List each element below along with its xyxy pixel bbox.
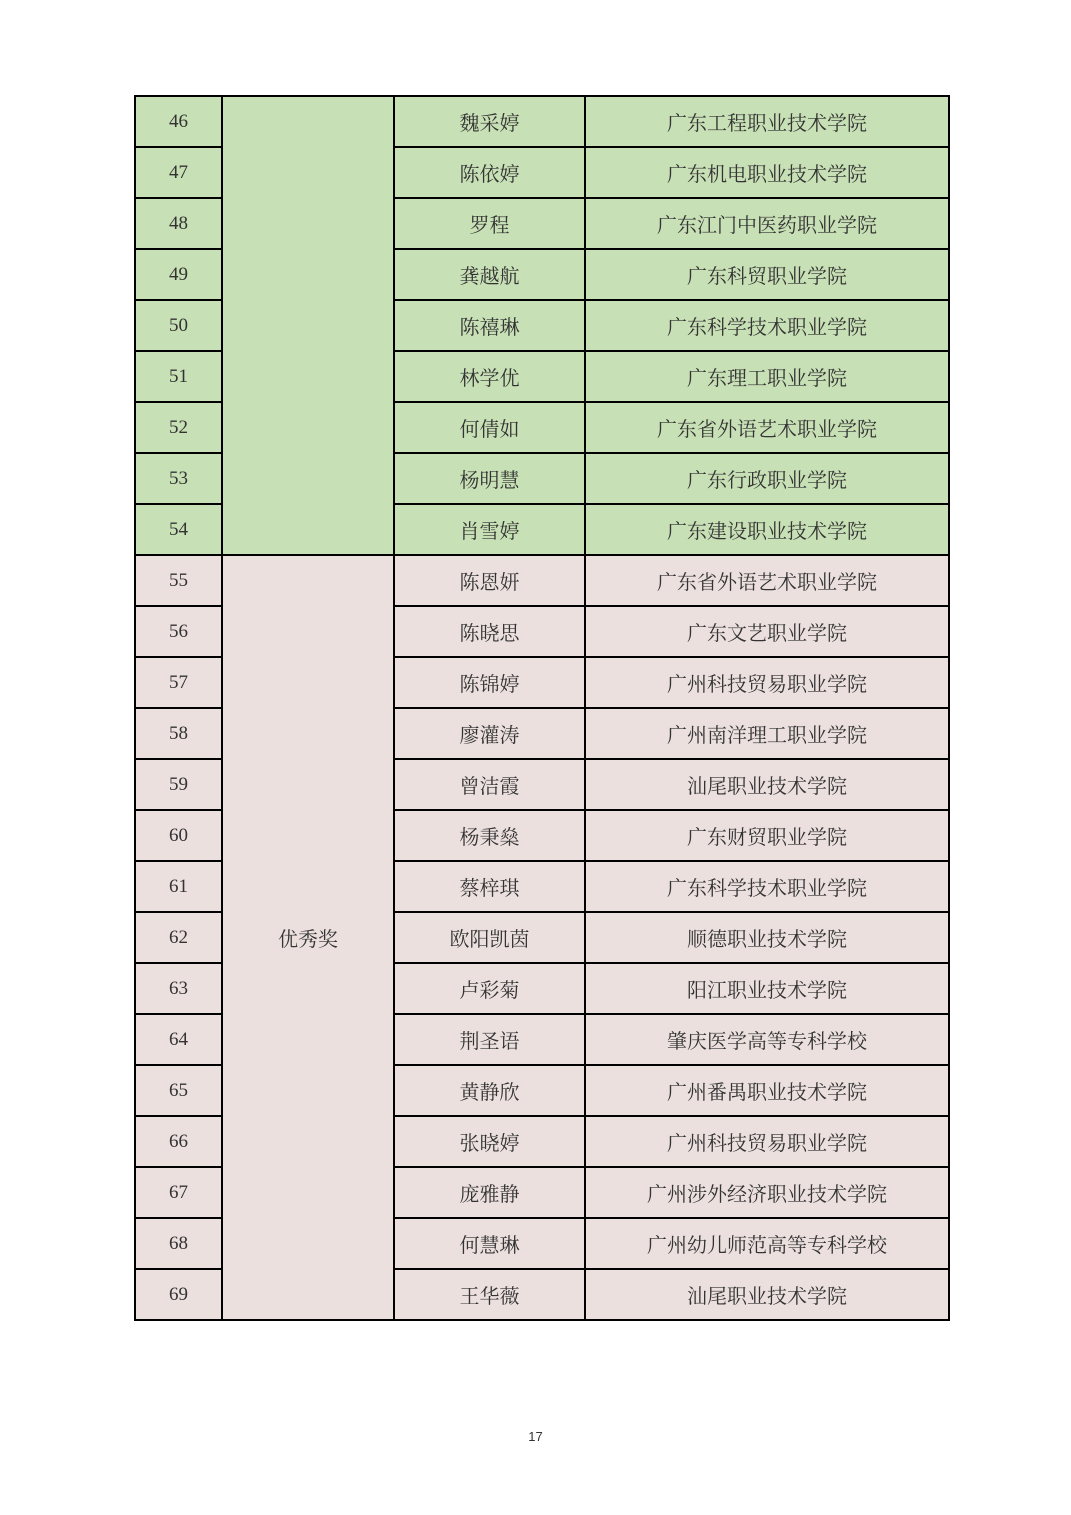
row-number-cell: 51 xyxy=(135,351,222,402)
row-number-cell: 55 xyxy=(135,555,222,606)
award-table-body xyxy=(135,96,949,1320)
row-number-cell: 61 xyxy=(135,861,222,912)
row-number-cell: 67 xyxy=(135,1167,222,1218)
school-name-cell: 广东省外语艺术职业学院 xyxy=(585,402,949,453)
school-name-cell: 广东财贸职业学院 xyxy=(585,810,949,861)
award-level-cell xyxy=(222,96,394,555)
student-name-cell: 荆圣语 xyxy=(394,1014,585,1065)
student-name-cell: 欧阳凯茵 xyxy=(394,912,585,963)
row-number-cell: 65 xyxy=(135,1065,222,1116)
school-name-cell: 阳江职业技术学院 xyxy=(585,963,949,1014)
student-name-cell: 庞雅静 xyxy=(394,1167,585,1218)
row-number-cell: 53 xyxy=(135,453,222,504)
row-number-cell: 68 xyxy=(135,1218,222,1269)
school-name-cell: 广州涉外经济职业技术学院 xyxy=(585,1167,949,1218)
row-number-cell: 60 xyxy=(135,810,222,861)
school-name-cell: 广东工程职业技术学院 xyxy=(585,96,949,147)
row-number-cell: 47 xyxy=(135,147,222,198)
school-name-cell: 广州科技贸易职业学院 xyxy=(585,1116,949,1167)
student-name-cell: 何慧琳 xyxy=(394,1218,585,1269)
student-name-cell: 杨秉燊 xyxy=(394,810,585,861)
school-name-cell: 广东建设职业技术学院 xyxy=(585,504,949,555)
award-level-cell: 优秀奖 xyxy=(222,555,394,1320)
row-number-cell: 59 xyxy=(135,759,222,810)
row-number-cell: 54 xyxy=(135,504,222,555)
row-number-cell: 52 xyxy=(135,402,222,453)
row-number-cell: 50 xyxy=(135,300,222,351)
award-list-table xyxy=(134,95,950,1321)
student-name-cell: 陈恩妍 xyxy=(394,555,585,606)
student-name-cell: 陈锦婷 xyxy=(394,657,585,708)
student-name-cell: 黄静欣 xyxy=(394,1065,585,1116)
school-name-cell: 广州科技贸易职业学院 xyxy=(585,657,949,708)
row-number-cell: 46 xyxy=(135,96,222,147)
row-number-cell: 66 xyxy=(135,1116,222,1167)
row-number-cell: 57 xyxy=(135,657,222,708)
row-number-cell: 64 xyxy=(135,1014,222,1065)
school-name-cell: 肇庆医学高等专科学校 xyxy=(585,1014,949,1065)
row-number-cell: 49 xyxy=(135,249,222,300)
student-name-cell: 王华薇 xyxy=(394,1269,585,1320)
school-name-cell: 广东文艺职业学院 xyxy=(585,606,949,657)
school-name-cell: 广东科学技术职业学院 xyxy=(585,861,949,912)
row-number-cell: 63 xyxy=(135,963,222,1014)
student-name-cell: 张晓婷 xyxy=(394,1116,585,1167)
school-name-cell: 汕尾职业技术学院 xyxy=(585,759,949,810)
school-name-cell: 广东科贸职业学院 xyxy=(585,249,949,300)
table-row xyxy=(135,555,949,606)
school-name-cell: 汕尾职业技术学院 xyxy=(585,1269,949,1320)
school-name-cell: 广州番禺职业技术学院 xyxy=(585,1065,949,1116)
student-name-cell: 肖雪婷 xyxy=(394,504,585,555)
student-name-cell: 曾洁霞 xyxy=(394,759,585,810)
school-name-cell: 广东行政职业学院 xyxy=(585,453,949,504)
student-name-cell: 陈依婷 xyxy=(394,147,585,198)
school-name-cell: 广东理工职业学院 xyxy=(585,351,949,402)
school-name-cell: 广东机电职业技术学院 xyxy=(585,147,949,198)
student-name-cell: 陈晓思 xyxy=(394,606,585,657)
table-row xyxy=(135,96,949,147)
student-name-cell: 罗程 xyxy=(394,198,585,249)
student-name-cell: 龚越航 xyxy=(394,249,585,300)
student-name-cell: 廖灌涛 xyxy=(394,708,585,759)
student-name-cell: 魏采婷 xyxy=(394,96,585,147)
school-name-cell: 广州幼儿师范高等专科学校 xyxy=(585,1218,949,1269)
row-number-cell: 62 xyxy=(135,912,222,963)
school-name-cell: 广东科学技术职业学院 xyxy=(585,300,949,351)
school-name-cell: 顺德职业技术学院 xyxy=(585,912,949,963)
student-name-cell: 何倩如 xyxy=(394,402,585,453)
school-name-cell: 广州南洋理工职业学院 xyxy=(585,708,949,759)
school-name-cell: 广东江门中医药职业学院 xyxy=(585,198,949,249)
student-name-cell: 杨明慧 xyxy=(394,453,585,504)
school-name-cell: 广东省外语艺术职业学院 xyxy=(585,555,949,606)
student-name-cell: 陈禧琳 xyxy=(394,300,585,351)
row-number-cell: 48 xyxy=(135,198,222,249)
student-name-cell: 卢彩菊 xyxy=(394,963,585,1014)
row-number-cell: 58 xyxy=(135,708,222,759)
student-name-cell: 林学优 xyxy=(394,351,585,402)
page-number: 17 xyxy=(528,1429,543,1444)
row-number-cell: 69 xyxy=(135,1269,222,1320)
student-name-cell: 蔡梓琪 xyxy=(394,861,585,912)
row-number-cell: 56 xyxy=(135,606,222,657)
